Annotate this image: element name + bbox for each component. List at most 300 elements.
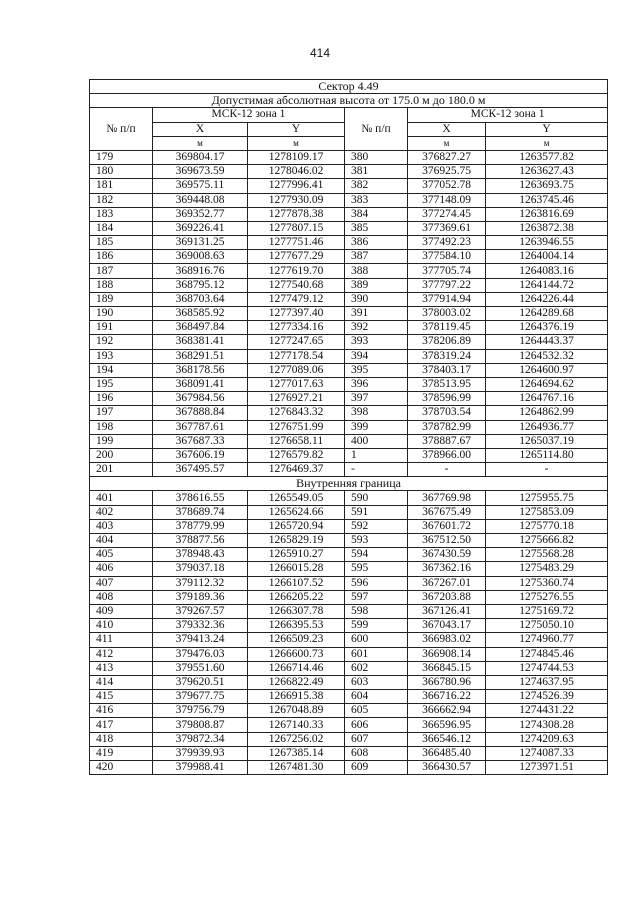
- page-number: 414: [309, 46, 331, 60]
- table-row: [90, 675, 608, 689]
- point-num-right: 399: [345, 420, 408, 434]
- table-row: [90, 165, 608, 179]
- y-left: 1277017.63: [248, 377, 345, 391]
- y-right: 1265037.19: [486, 434, 608, 448]
- point-num-left: 411: [90, 633, 153, 647]
- point-num-left: 410: [90, 619, 153, 633]
- point-num-left: 418: [90, 732, 153, 746]
- inner-boundary-rows: [90, 491, 608, 775]
- table-row: [90, 519, 608, 533]
- y-left: 1277397.40: [248, 307, 345, 321]
- y-right: 1263872.38: [486, 221, 608, 235]
- y-left: 1277247.65: [248, 335, 345, 349]
- x-left: 369575.11: [153, 179, 248, 193]
- table-row: [90, 221, 608, 235]
- point-num-left: 189: [90, 292, 153, 306]
- x-left: 367606.19: [153, 448, 248, 462]
- point-num-right: 598: [345, 604, 408, 618]
- y-left: 1266307.78: [248, 604, 345, 618]
- x-right: 367043.17: [408, 619, 486, 633]
- x-right: 378319.24: [408, 349, 486, 363]
- y-right: 1275276.55: [486, 590, 608, 604]
- x-right: 367362.16: [408, 562, 486, 576]
- table-row: [90, 307, 608, 321]
- x-right: 377705.74: [408, 264, 486, 278]
- y-right: 1264083.16: [486, 264, 608, 278]
- y-left: 1277619.70: [248, 264, 345, 278]
- x-right: 366662.94: [408, 704, 486, 718]
- outer-boundary-rows: [90, 150, 608, 476]
- point-num-left: 408: [90, 590, 153, 604]
- point-num-right: 382: [345, 179, 408, 193]
- y-left: 1266714.46: [248, 661, 345, 675]
- x-right: 377369.61: [408, 221, 486, 235]
- x-right: 378966.00: [408, 448, 486, 462]
- point-num-left: 182: [90, 193, 153, 207]
- point-num-left: 196: [90, 392, 153, 406]
- header-x-right: X: [408, 122, 486, 136]
- y-left: 1266395.53: [248, 619, 345, 633]
- y-right: 1275568.28: [486, 548, 608, 562]
- point-num-left: 412: [90, 647, 153, 661]
- point-num-left: 179: [90, 150, 153, 164]
- y-left: 1266205.22: [248, 590, 345, 604]
- unit-x-right: м: [408, 136, 486, 150]
- point-num-left: 198: [90, 420, 153, 434]
- point-num-left: 191: [90, 321, 153, 335]
- point-num-right: 594: [345, 548, 408, 562]
- x-left: 369448.08: [153, 193, 248, 207]
- point-num-right: 601: [345, 647, 408, 661]
- y-right: 1264289.68: [486, 307, 608, 321]
- point-num-left: 404: [90, 534, 153, 548]
- y-left: 1276927.21: [248, 392, 345, 406]
- point-num-right: 397: [345, 392, 408, 406]
- x-right: 378887.67: [408, 434, 486, 448]
- y-right: 1275955.75: [486, 491, 608, 505]
- x-right: 377797.22: [408, 278, 486, 292]
- x-left: 368795.12: [153, 278, 248, 292]
- y-right: 1274960.77: [486, 633, 608, 647]
- point-num-right: 599: [345, 619, 408, 633]
- table-row: [90, 292, 608, 306]
- point-num-right: 389: [345, 278, 408, 292]
- x-left: 369008.63: [153, 250, 248, 264]
- y-right: 1263946.55: [486, 236, 608, 250]
- point-num-right: 398: [345, 406, 408, 420]
- point-num-right: 607: [345, 732, 408, 746]
- y-left: 1276843.32: [248, 406, 345, 420]
- point-num-right: 390: [345, 292, 408, 306]
- y-left: 1267140.33: [248, 718, 345, 732]
- point-num-right: 605: [345, 704, 408, 718]
- x-left: 367495.57: [153, 463, 248, 477]
- x-left: 367787.61: [153, 420, 248, 434]
- y-left: 1265720.94: [248, 519, 345, 533]
- point-num-right: 387: [345, 250, 408, 264]
- y-left: 1277089.06: [248, 363, 345, 377]
- table-row: [90, 604, 608, 618]
- y-right: 1275666.82: [486, 534, 608, 548]
- y-right: 1265114.80: [486, 448, 608, 462]
- point-num-right: 603: [345, 675, 408, 689]
- table-row: [90, 349, 608, 363]
- x-right: 367203.88: [408, 590, 486, 604]
- x-right: 367675.49: [408, 505, 486, 519]
- y-right: 1275483.29: [486, 562, 608, 576]
- y-left: 1277996.41: [248, 179, 345, 193]
- x-left: 379332.36: [153, 619, 248, 633]
- point-num-left: 181: [90, 179, 153, 193]
- x-right: 366485.40: [408, 746, 486, 760]
- y-left: 1277178.54: [248, 349, 345, 363]
- point-num-left: 187: [90, 264, 153, 278]
- x-left: 378779.99: [153, 519, 248, 533]
- point-num-right: 385: [345, 221, 408, 235]
- x-left: 379988.41: [153, 761, 248, 775]
- inner-boundary-title: Внутренняя граница: [90, 477, 608, 491]
- y-left: 1277930.09: [248, 193, 345, 207]
- point-num-right: 388: [345, 264, 408, 278]
- table-row: [90, 633, 608, 647]
- point-num-left: 417: [90, 718, 153, 732]
- y-right: 1264532.32: [486, 349, 608, 363]
- x-right: 377148.09: [408, 193, 486, 207]
- x-right: 377052.78: [408, 179, 486, 193]
- table-row: [90, 150, 608, 164]
- point-num-right: 391: [345, 307, 408, 321]
- x-right: 376827.27: [408, 150, 486, 164]
- y-left: 1266107.52: [248, 576, 345, 590]
- point-num-left: 414: [90, 675, 153, 689]
- x-left: 379189.36: [153, 590, 248, 604]
- x-left: 368703.64: [153, 292, 248, 306]
- table-row: [90, 505, 608, 519]
- point-num-left: 184: [90, 221, 153, 235]
- y-right: -: [486, 463, 608, 477]
- point-num-left: 403: [90, 519, 153, 533]
- y-right: 1274431.22: [486, 704, 608, 718]
- sector-title: Сектор 4.49: [90, 80, 608, 94]
- table-row: [90, 590, 608, 604]
- x-left: 379939.93: [153, 746, 248, 760]
- point-num-right: 381: [345, 165, 408, 179]
- header-num-right: № п/п: [345, 108, 408, 151]
- point-num-right: 380: [345, 150, 408, 164]
- point-num-left: 405: [90, 548, 153, 562]
- y-right: 1275050.10: [486, 619, 608, 633]
- point-num-left: 419: [90, 746, 153, 760]
- point-num-left: 195: [90, 377, 153, 391]
- point-num-left: 409: [90, 604, 153, 618]
- x-right: 378119.45: [408, 321, 486, 335]
- x-left: 379872.34: [153, 732, 248, 746]
- y-left: 1276658.11: [248, 434, 345, 448]
- table-row: [90, 264, 608, 278]
- y-right: 1263745.46: [486, 193, 608, 207]
- x-left: 368585.92: [153, 307, 248, 321]
- y-left: 1265624.66: [248, 505, 345, 519]
- x-right: 366983.02: [408, 633, 486, 647]
- point-num-left: 406: [90, 562, 153, 576]
- y-right: 1273971.51: [486, 761, 608, 775]
- x-left: 367687.33: [153, 434, 248, 448]
- point-num-left: 192: [90, 335, 153, 349]
- x-left: 369673.59: [153, 165, 248, 179]
- x-right: 366546.12: [408, 732, 486, 746]
- x-left: 379476.03: [153, 647, 248, 661]
- x-left: 379677.75: [153, 690, 248, 704]
- table-row: [90, 363, 608, 377]
- point-num-right: 393: [345, 335, 408, 349]
- table-row: [90, 193, 608, 207]
- y-left: 1265549.05: [248, 491, 345, 505]
- x-left: 369226.41: [153, 221, 248, 235]
- x-left: 369131.25: [153, 236, 248, 250]
- y-left: 1277878.38: [248, 207, 345, 221]
- table-row: [90, 576, 608, 590]
- y-left: 1276469.37: [248, 463, 345, 477]
- table-row: [90, 392, 608, 406]
- y-right: 1264600.97: [486, 363, 608, 377]
- point-num-right: 591: [345, 505, 408, 519]
- y-left: 1266822.49: [248, 675, 345, 689]
- table-row: [90, 278, 608, 292]
- point-num-right: 386: [345, 236, 408, 250]
- header-num-left: № п/п: [90, 108, 153, 151]
- y-right: 1263816.69: [486, 207, 608, 221]
- point-num-left: 188: [90, 278, 153, 292]
- unit-y-right: м: [486, 136, 608, 150]
- unit-y-left: м: [248, 136, 345, 150]
- y-left: 1277807.15: [248, 221, 345, 235]
- table-row: [90, 690, 608, 704]
- point-num-left: 402: [90, 505, 153, 519]
- point-num-right: 600: [345, 633, 408, 647]
- y-right: 1263693.75: [486, 179, 608, 193]
- table-row: [90, 463, 608, 477]
- point-num-left: 413: [90, 661, 153, 675]
- header-y-left: Y: [248, 122, 345, 136]
- x-right: 378206.89: [408, 335, 486, 349]
- y-left: 1267385.14: [248, 746, 345, 760]
- point-num-right: 392: [345, 321, 408, 335]
- y-left: 1267481.30: [248, 761, 345, 775]
- x-left: 367888.84: [153, 406, 248, 420]
- table-row: [90, 548, 608, 562]
- y-left: 1276579.82: [248, 448, 345, 462]
- table-row: [90, 704, 608, 718]
- point-num-left: 415: [90, 690, 153, 704]
- point-num-right: 597: [345, 590, 408, 604]
- x-right: 378703.54: [408, 406, 486, 420]
- point-num-left: 200: [90, 448, 153, 462]
- point-num-left: 420: [90, 761, 153, 775]
- y-left: 1277751.46: [248, 236, 345, 250]
- y-right: 1263577.82: [486, 150, 608, 164]
- y-right: 1274308.28: [486, 718, 608, 732]
- y-right: 1274637.95: [486, 675, 608, 689]
- x-right: 367126.41: [408, 604, 486, 618]
- x-right: 367601.72: [408, 519, 486, 533]
- x-left: 369804.17: [153, 150, 248, 164]
- point-num-right: 394: [345, 349, 408, 363]
- y-left: 1265910.27: [248, 548, 345, 562]
- x-left: 379037.18: [153, 562, 248, 576]
- table-row: [90, 491, 608, 505]
- point-num-right: 400: [345, 434, 408, 448]
- point-num-left: 185: [90, 236, 153, 250]
- y-left: 1267048.89: [248, 704, 345, 718]
- header-y-right: Y: [486, 122, 608, 136]
- point-num-right: 606: [345, 718, 408, 732]
- x-left: 378948.43: [153, 548, 248, 562]
- header-zone-right: МСК-12 зона 1: [408, 108, 608, 122]
- table-row: [90, 207, 608, 221]
- y-right: 1264443.37: [486, 335, 608, 349]
- point-num-left: 199: [90, 434, 153, 448]
- y-left: 1277677.29: [248, 250, 345, 264]
- y-right: 1275770.18: [486, 519, 608, 533]
- point-num-right: 604: [345, 690, 408, 704]
- table-row: [90, 434, 608, 448]
- y-right: 1274526.39: [486, 690, 608, 704]
- point-num-left: 416: [90, 704, 153, 718]
- y-left: 1277334.16: [248, 321, 345, 335]
- table-row: [90, 732, 608, 746]
- x-right: 377584.10: [408, 250, 486, 264]
- y-right: 1263627.43: [486, 165, 608, 179]
- y-left: 1276751.99: [248, 420, 345, 434]
- x-right: 377274.45: [408, 207, 486, 221]
- point-num-left: 407: [90, 576, 153, 590]
- x-right: 366716.22: [408, 690, 486, 704]
- point-num-left: 193: [90, 349, 153, 363]
- x-right: 367769.98: [408, 491, 486, 505]
- point-num-right: 383: [345, 193, 408, 207]
- header-x-left: X: [153, 122, 248, 136]
- y-left: 1278046.02: [248, 165, 345, 179]
- table-row: [90, 534, 608, 548]
- table-row: [90, 647, 608, 661]
- y-left: 1266915.38: [248, 690, 345, 704]
- y-left: 1266600.73: [248, 647, 345, 661]
- point-num-right: 593: [345, 534, 408, 548]
- y-right: 1264936.77: [486, 420, 608, 434]
- point-num-right: 609: [345, 761, 408, 775]
- table-row: [90, 718, 608, 732]
- x-right: 366845.15: [408, 661, 486, 675]
- unit-x-left: м: [153, 136, 248, 150]
- x-left: 367984.56: [153, 392, 248, 406]
- x-right: 376925.75: [408, 165, 486, 179]
- y-left: 1277540.68: [248, 278, 345, 292]
- point-num-left: 180: [90, 165, 153, 179]
- x-right: 366596.95: [408, 718, 486, 732]
- x-left: 379808.87: [153, 718, 248, 732]
- y-right: 1274845.46: [486, 647, 608, 661]
- table-row: [90, 179, 608, 193]
- y-left: 1265829.19: [248, 534, 345, 548]
- x-left: 368916.76: [153, 264, 248, 278]
- y-right: 1274209.63: [486, 732, 608, 746]
- header-zone-left: МСК-12 зона 1: [153, 108, 345, 122]
- table-row: [90, 619, 608, 633]
- point-num-right: 592: [345, 519, 408, 533]
- x-left: 379267.57: [153, 604, 248, 618]
- y-left: 1266509.23: [248, 633, 345, 647]
- point-num-right: 602: [345, 661, 408, 675]
- x-left: 379551.60: [153, 661, 248, 675]
- point-num-left: 190: [90, 307, 153, 321]
- x-left: 368497.84: [153, 321, 248, 335]
- x-left: 368091.41: [153, 377, 248, 391]
- x-right: 378513.95: [408, 377, 486, 391]
- x-right: 378003.02: [408, 307, 486, 321]
- x-right: 366780.96: [408, 675, 486, 689]
- y-right: 1275169.72: [486, 604, 608, 618]
- x-left: 379112.32: [153, 576, 248, 590]
- table-row: [90, 448, 608, 462]
- y-right: 1264004.14: [486, 250, 608, 264]
- x-left: 378616.55: [153, 491, 248, 505]
- x-right: 377914.94: [408, 292, 486, 306]
- table-row: [90, 406, 608, 420]
- x-left: 368291.51: [153, 349, 248, 363]
- x-right: 367267.01: [408, 576, 486, 590]
- point-num-right: 596: [345, 576, 408, 590]
- point-num-right: 395: [345, 363, 408, 377]
- table-row: [90, 420, 608, 434]
- table-row: [90, 746, 608, 760]
- table-row: [90, 236, 608, 250]
- x-left: 379756.79: [153, 704, 248, 718]
- point-num-right: 396: [345, 377, 408, 391]
- x-left: 379413.24: [153, 633, 248, 647]
- x-right: 378596.99: [408, 392, 486, 406]
- y-right: 1264144.72: [486, 278, 608, 292]
- point-num-right: 590: [345, 491, 408, 505]
- height-range-title: Допустимая абсолютная высота от 175.0 м до 180.0 м: [90, 94, 608, 108]
- x-left: 369352.77: [153, 207, 248, 221]
- table-row: [90, 250, 608, 264]
- x-right: 366908.14: [408, 647, 486, 661]
- y-right: 1274087.33: [486, 746, 608, 760]
- y-left: 1277479.12: [248, 292, 345, 306]
- point-num-right: 595: [345, 562, 408, 576]
- x-left: 378877.56: [153, 534, 248, 548]
- x-right: 377492.23: [408, 236, 486, 250]
- y-left: 1278109.17: [248, 150, 345, 164]
- point-num-left: 183: [90, 207, 153, 221]
- table-row: [90, 761, 608, 775]
- x-left: 368381.41: [153, 335, 248, 349]
- y-right: 1275853.09: [486, 505, 608, 519]
- x-right: 366430.57: [408, 761, 486, 775]
- y-right: 1264862.99: [486, 406, 608, 420]
- point-num-left: 194: [90, 363, 153, 377]
- point-num-right: 608: [345, 746, 408, 760]
- point-num-right: 1: [345, 448, 408, 462]
- point-num-left: 197: [90, 406, 153, 420]
- table-row: [90, 562, 608, 576]
- y-right: 1264694.62: [486, 377, 608, 391]
- point-num-right: -: [345, 463, 408, 477]
- table-row: [90, 321, 608, 335]
- point-num-left: 201: [90, 463, 153, 477]
- point-num-right: 384: [345, 207, 408, 221]
- table-row: [90, 661, 608, 675]
